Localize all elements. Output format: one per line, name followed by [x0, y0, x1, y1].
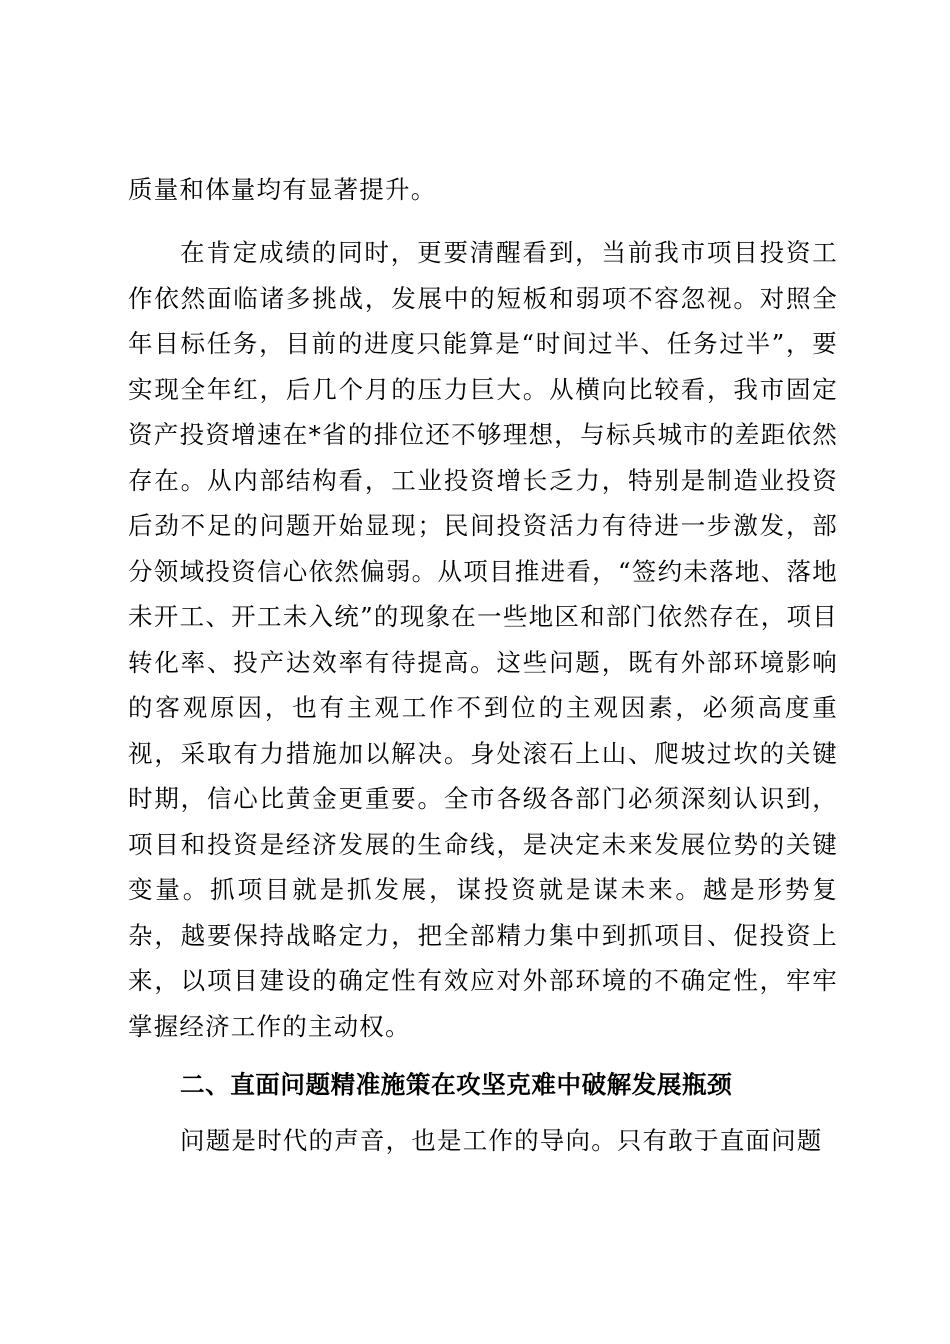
body-paragraph-continued: 质量和体量均有显著提升。 — [128, 175, 437, 204]
body-paragraph-challenges: 在肯定成绩的同时，更要清醒看到，当前我市项目投资工作依然面临诸多挑战，发展中的短板和弱项不容忽视。对照全年目标任务，目前的进度只能算是“时间过半、任务过半”，要实现全年红，后几个月的压力巨大。从横向比较看，我市固定资产投资增速在*省的排位还不够理想，与标兵城市的差距依然存在。从内部结构看，工业投资增长乏力，特别是制造业投资后劲不足的问题开始显现；民间投资活力有待进一步激发，部分领域投资信心依然偏弱。从项目推进看，“签约未落地、落地未开工、开工未入统”的现象在一些地区和部门依然存在，项目转化率、投产达效率有待提高。这些问题，既有外部环境影响的客观原因，也有主观工作不到位的主观因素，必须高度重视，采取有力措施加以解决。身处滚石上山、爬坡过坎的关键时期，信心比黄金更重要。全市各级各部门必须深刻认识到，项目和投资是经济发展的生命线，是决定未来发展位势的关键变量。抓项目就是抓发展，谋投资就是谋未来。越是形势复杂，越要保持战略定力，把全部精力集中到抓项目、促投资上来，以项目建设的确定性有效应对外部环境的不确定性，牢牢掌握经济工作的主动权。 — [128, 238, 838, 1041]
section-heading: 二、直面问题精准施策在攻坚克难中破解发展瓶颈 — [180, 1070, 733, 1099]
body-paragraph-problems: 问题是时代的声音，也是工作的导向。只有敢于直面问题 — [180, 1126, 823, 1155]
